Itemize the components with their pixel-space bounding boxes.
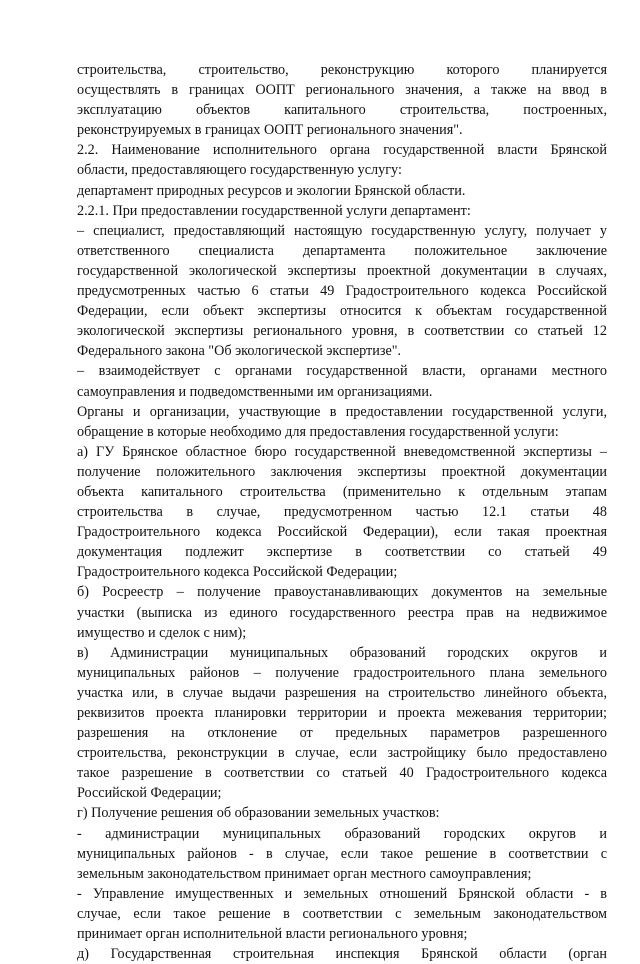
- text-line: обращение в которые необходимо для предоставления государственной услуги:: [77, 423, 559, 440]
- text-line: участка или, в случае выдачи разрешения на строительство линейного объекта,: [77, 684, 607, 701]
- text-line: Федерации, если объект экспертизы относится к объектам государственной: [77, 303, 607, 320]
- document-page: [77, 60, 607, 964]
- text-line: случае, если такое решение в соответствии с земельным законодательством: [77, 905, 607, 922]
- text-line: а) ГУ Брянское областное бюро государственной вневедомственной экспертизы –: [77, 443, 607, 460]
- text-line: в) Администрации муниципальных образований городских округов и: [77, 644, 607, 661]
- text-line: муниципальных районов - в случае, если такое решение в соответствии с: [77, 845, 607, 862]
- text-line: области, предоставляющего государственную услугу:: [77, 162, 402, 179]
- text-line: строительства, строительство, реконструкцию которого планируется: [77, 62, 607, 78]
- text-line: эксплуатацию объектов капитального строительства, построенных,: [77, 102, 607, 119]
- text-line: реконструируемых в границах ООПТ регионального значения".: [77, 122, 463, 139]
- text-line: получение положительного заключения экспертизы проектной документации: [77, 463, 607, 480]
- text-line: принимает орган исполнительной власти регионального уровня;: [77, 926, 468, 943]
- text-line: Федерального закона "Об экологической экспертизе".: [77, 343, 402, 360]
- text-line: реквизитов проекта планировки территории и проекта межевания территории;: [77, 705, 607, 721]
- text-line: департамент природных ресурсов и экологии Брянской области.: [77, 182, 466, 199]
- text-line: строительства, реконструкции в случае, если застройщику было предоставлено: [77, 745, 607, 762]
- text-line: г) Получение решения об образовании земельных участков:: [77, 805, 440, 822]
- text-line: предусмотренных частью 6 статьи 49 Градостроительного кодекса Российской: [77, 283, 607, 300]
- text-line: Органы и организации, участвующие в предоставлении государственной услуги,: [77, 403, 607, 420]
- text-line: участки (выписка из единого государственного реестра прав на недвижимое: [77, 604, 607, 621]
- text-line: ответственного специалиста департамента положительное заключение: [77, 242, 607, 259]
- text-line: Российской Федерации;: [77, 785, 222, 802]
- text-line: Градостроительного кодекса Российской Федерации;: [77, 564, 398, 581]
- text-line: б) Росреестр – получение правоустанавливающих документов на земельные: [77, 584, 607, 601]
- text-line: экологической экспертизы регионального уровня, в соответствии со статьей 12: [77, 323, 607, 340]
- text-line: осуществлять в границах ООПТ регионального значения, а также на ввод в: [77, 82, 607, 99]
- text-line: документация подлежит экспертизе в соответствии со статьей 49: [77, 544, 607, 561]
- text-line: земельным законодательством принимает орган местного самоуправления;: [77, 865, 532, 882]
- text-line: – специалист, предоставляющий настоящую государственную услугу, получает у: [77, 222, 607, 239]
- text-line: разрешения на отклонение от предельных параметров разрешенного: [77, 725, 607, 742]
- text-line: д) Государственная строительная инспекция Брянской области (орган: [77, 946, 607, 963]
- text-line: объекта капитального строительства (применительно к отдельным этапам: [77, 483, 607, 500]
- text-line: такое разрешение в соответствии со статьей 40 Градостроительного кодекса: [77, 765, 607, 782]
- text-line: государственной экологической экспертизы проектной документации в случаях,: [77, 262, 607, 279]
- text-line: имущество и сделок с ним);: [77, 624, 247, 641]
- text-line: самоуправления и подведомственными им организациями.: [77, 383, 433, 400]
- text-line: 2.2. Наименование исполнительного органа государственной власти Брянской: [77, 142, 607, 159]
- text-line: - администрации муниципальных образований городских округов и: [77, 825, 607, 842]
- text-line: - Управление имущественных и земельных отношений Брянской области - в: [77, 885, 607, 902]
- text-line: муниципальных районов – получение градостроительного плана земельного: [77, 664, 607, 681]
- text-line: Градостроительного кодекса Российской Федерации), если такая проектная: [77, 524, 607, 541]
- text-line: – взаимодействует с органами государственной власти, органами местного: [77, 363, 607, 380]
- text-line: 2.2.1. При предоставлении государственной услуги департамент:: [77, 202, 471, 219]
- text-line: строительства в случае, предусмотренном частью 12.1 статьи 48: [77, 504, 607, 521]
